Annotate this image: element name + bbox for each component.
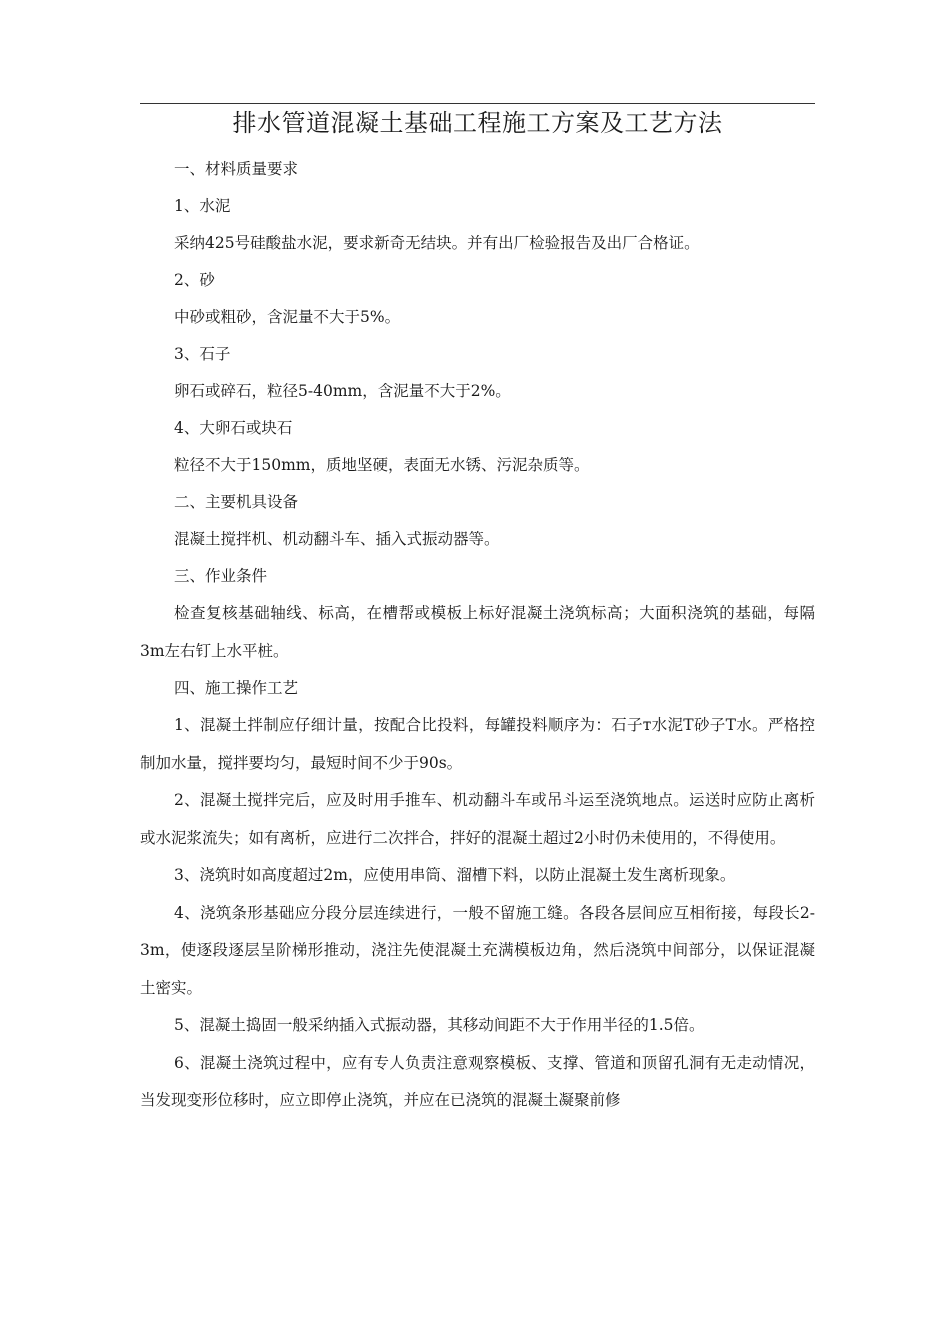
- paragraph-sand: 中砂或粗砂，含泥量不大于5%。: [174, 308, 401, 326]
- subheading-gravel: 3、石子: [174, 345, 231, 363]
- paragraph-gravel: 卵石或碎石，粒径5-40mm，含泥量不大于2%。: [174, 382, 511, 400]
- paragraph-process-2: 2、混凝土搅拌完后，应及时用手推车、机动翻斗车或吊斗运至浇筑地点。运送时应防止离析或水泥浆流失；如有离析，应进行二次拌合，拌好的混凝土超过2小时仍未使用的，不得使用。: [140, 791, 815, 847]
- document-body: [140, 151, 815, 1120]
- paragraph-process-3: 3、浇筑时如高度超过2m，应使用串筒、溜槽下料，以防止混凝土发生离析现象。: [174, 866, 736, 884]
- subheading-cement: 1、水泥: [174, 197, 231, 215]
- paragraph-process-6: 6、混凝土浇筑过程中，应有专人负责注意观察模板、支撑、管道和顶留孔洞有无走动情况，当发现变形位移时，应立即停止浇筑，并应在已浇筑的混凝土凝聚前修: [140, 1053, 815, 1109]
- header-rule: [140, 103, 815, 104]
- document-title: 排水管道混凝土基础工程施工方案及工艺方法: [232, 109, 723, 137]
- subheading-sand: 2、砂: [174, 271, 215, 289]
- section-heading-process: 四、施工操作工艺: [174, 679, 299, 697]
- section-heading-equipment: 二、主要机具设备: [174, 493, 299, 511]
- section-heading-conditions: 三、作业条件: [174, 567, 268, 585]
- paragraph-process-5: 5、混凝土捣固一般采纳插入式振动器，其移动间距不大于作用半径的1.5倍。: [174, 1016, 705, 1034]
- paragraph-large-stone: 粒径不大于150mm，质地坚硬，表面无水锈、污泥杂质等。: [174, 456, 590, 474]
- paragraph-equipment: 混凝土搅拌机、机动翻斗车、插入式振动器等。: [174, 530, 500, 548]
- subheading-large-stone: 4、大卵石或块石: [174, 419, 293, 437]
- paragraph-process-4: 4、浇筑条形基础应分段分层连续进行，一般不留施工缝。各段各层间应互相衔接，每段长2-3m，使逐段逐层呈阶梯形推动，浇注先使混凝土充满模板边角，然后浇筑中间部分，以保证混凝土密实。: [140, 903, 815, 997]
- section-heading-materials: 一、材料质量要求: [174, 160, 299, 178]
- paragraph-process-1: 1、混凝土拌制应仔细计量，按配合比投料，每罐投料顺序为：石子ᴛ水泥T砂子T水。严格控制加水量，搅拌要均匀，最短时间不少于90s。: [140, 716, 815, 772]
- paragraph-cement: 采纳425号硅酸盐水泥，要求新奇无结块。并有出厂检验报告及出厂合格证。: [174, 234, 700, 252]
- paragraph-conditions: 检查复核基础轴线、标高，在槽帮或模板上标好混凝土浇筑标高；大面积浇筑的基础，每隔3m左右钉上水平桩。: [140, 604, 815, 660]
